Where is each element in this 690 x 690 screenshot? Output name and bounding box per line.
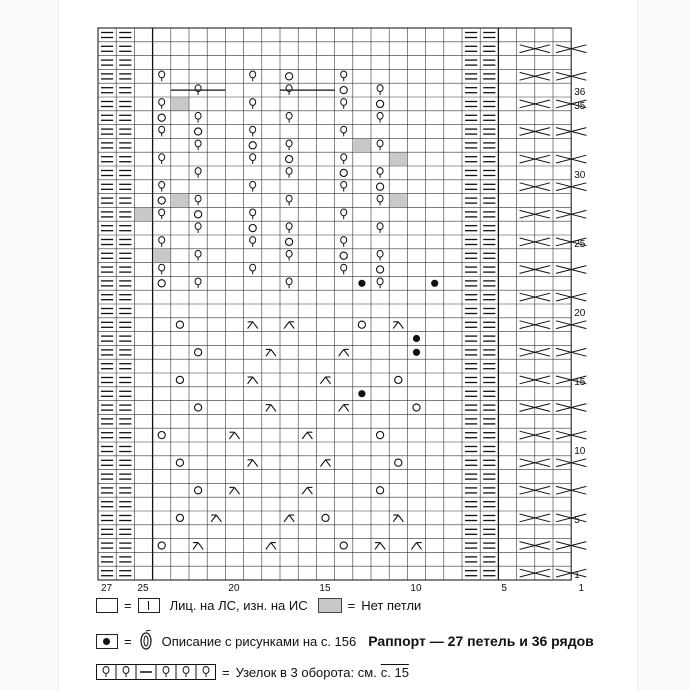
dot-symbol: [431, 280, 438, 287]
no-stitch-cell: [171, 194, 188, 207]
column-number: 1: [578, 583, 585, 594]
row-number: 10: [574, 445, 586, 457]
legend-knot-row: [96, 664, 409, 680]
legend-knit-row: [96, 598, 421, 613]
wrap-knot-icon: [136, 630, 156, 652]
no-stitch-cell: [171, 98, 188, 111]
row-number: 30: [574, 169, 586, 181]
dot-symbol: [358, 280, 365, 287]
dot-symbol: [96, 634, 118, 649]
row-number: 15: [574, 376, 586, 388]
equals-sign: =: [222, 664, 230, 680]
knot-sequence-symbol: [96, 664, 216, 680]
column-number: 5: [501, 583, 507, 594]
row-number: 5: [574, 514, 580, 526]
legend-knot-text: Узелок в 3 оборота: см.: [235, 664, 377, 680]
column-number: 27: [101, 583, 113, 594]
row-number: 25: [574, 238, 586, 250]
equals-sign: =: [347, 598, 356, 613]
gray-no-stitch-symbol: [318, 598, 342, 613]
equals-sign: =: [124, 598, 132, 613]
row-number: 1: [574, 570, 580, 581]
legend-knit-text: Лиц. на ЛС, изн. на ИС: [169, 598, 308, 613]
column-number: 25: [137, 583, 149, 594]
column-number: 10: [410, 583, 422, 594]
no-stitch-cell: [390, 194, 407, 207]
legend-special-text: Описание с рисунками на с. 156: [161, 633, 357, 649]
legend-no-stitch-text: Нет петли: [361, 598, 422, 613]
row-number: 36: [574, 87, 586, 98]
legend-special-row: [96, 630, 594, 652]
column-number: 15: [319, 583, 331, 594]
repeat-info: Раппорт — 27 петель и 36 рядов: [368, 633, 594, 649]
no-stitch-cell: [390, 153, 407, 166]
row-number: 20: [574, 307, 586, 319]
dot-symbol: [358, 390, 365, 397]
vertical-bar-symbol: [138, 598, 160, 613]
no-stitch-cell: [135, 208, 152, 221]
row-number: 35: [574, 100, 586, 112]
dot-symbol: [413, 349, 420, 356]
knot-page-ref: с. 15: [380, 664, 409, 680]
column-number: 20: [228, 583, 240, 594]
no-stitch-cell: [353, 139, 370, 152]
no-stitch-cell: [153, 249, 170, 262]
dot-symbol: [413, 335, 420, 342]
equals-sign: =: [124, 633, 132, 649]
empty-cell-symbol: [96, 598, 118, 613]
